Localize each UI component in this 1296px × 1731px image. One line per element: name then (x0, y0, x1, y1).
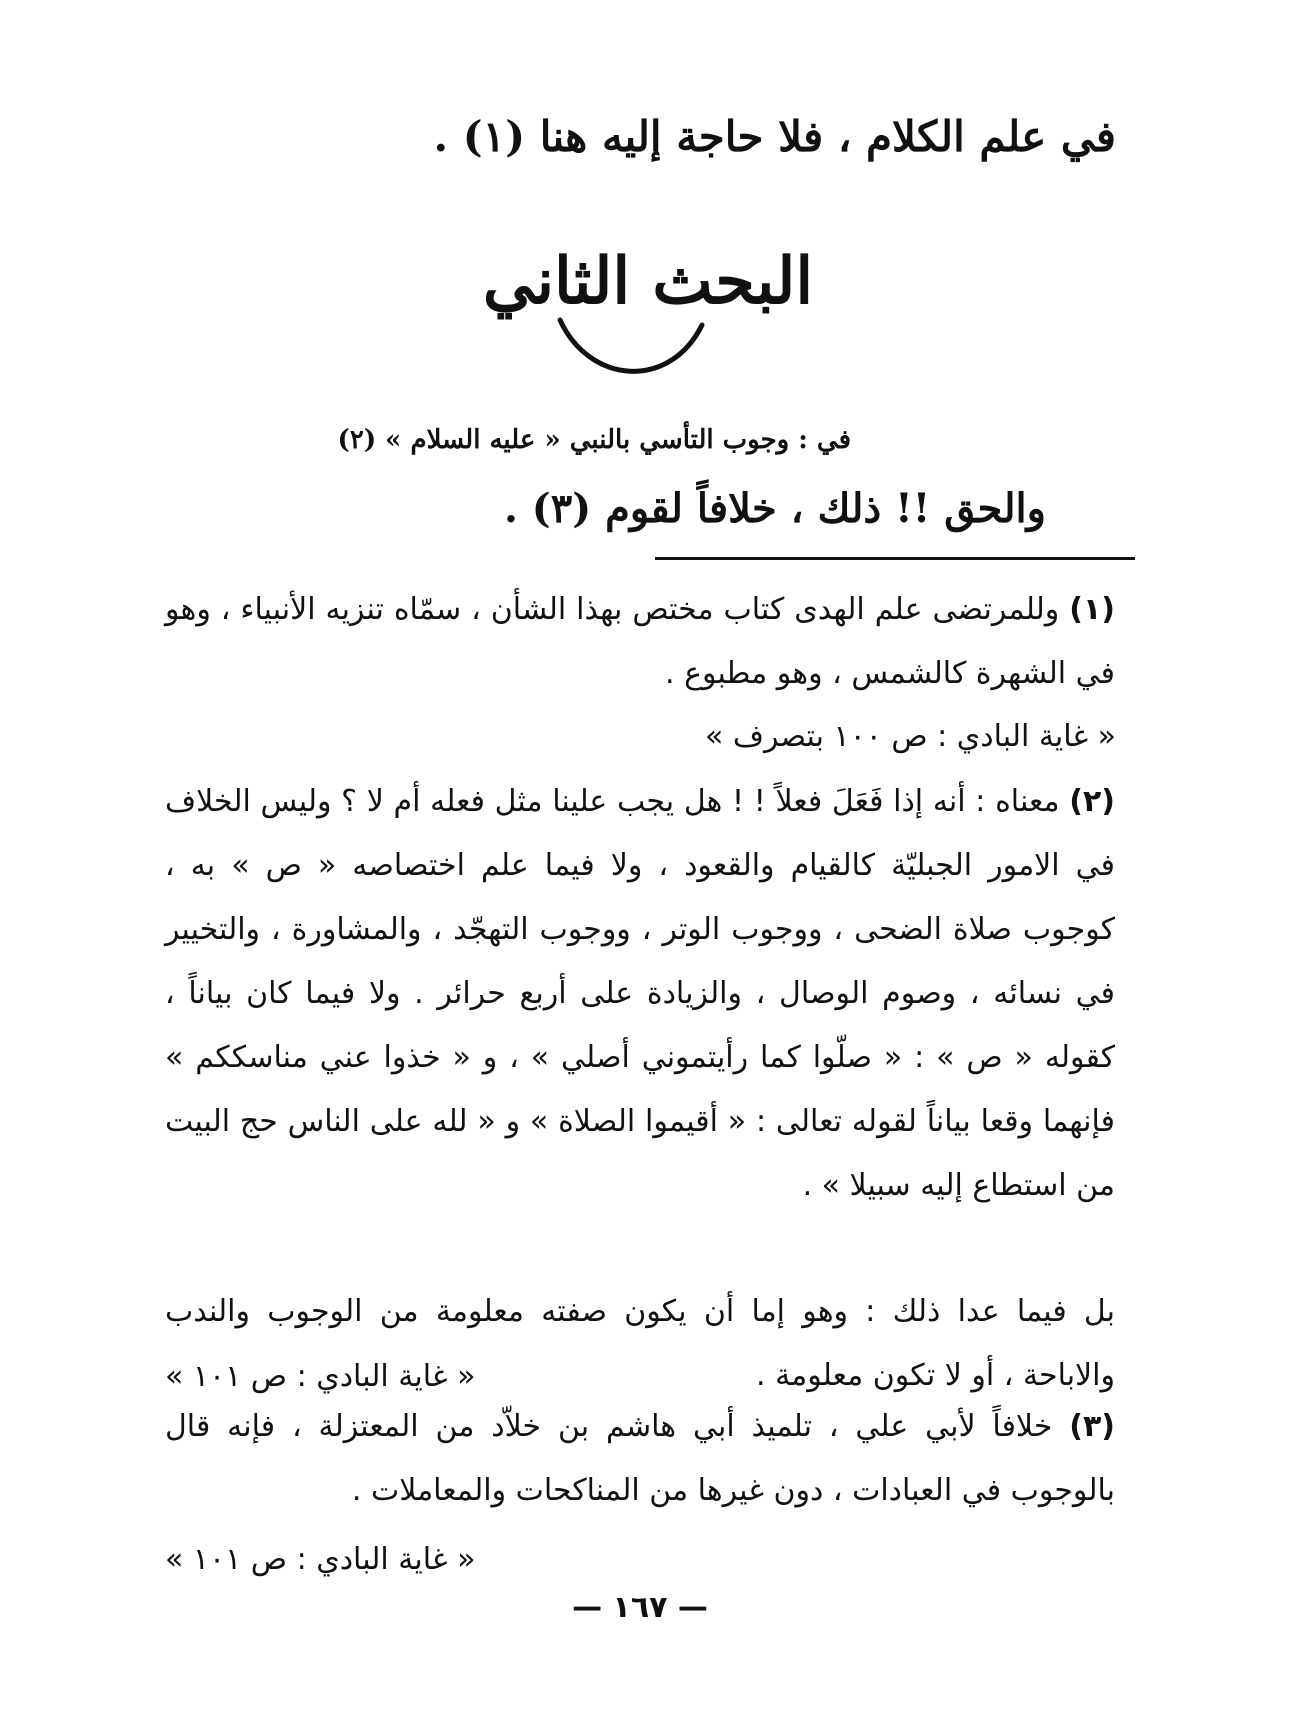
footnote-2-continuation: بل فيما عدا ذلك : وهو إما أن يكون صفته معلومة من الوجوب والندب والاباحة ، أو لا تكون معلومة . (165, 1294, 1115, 1393)
footnote-3 (165, 1395, 1115, 1523)
page-number: — ١٦٧ — (572, 1590, 708, 1625)
footnote-1-number: (١) (1069, 592, 1116, 627)
footnote-2 (165, 770, 1115, 1218)
footnote-3-source: « غاية البادي : ص ١٠١ » (165, 1542, 476, 1577)
subtitle: في : وجوب التأسي بالنبي « عليه السلام » (٢) (337, 425, 851, 455)
section-title-text: البحث الثاني (482, 244, 814, 319)
section-title (440, 215, 856, 390)
footnote-3-text: خلافاً لأبي علي ، تلميذ أبي هاشم بن خلاّد من المعتزلة ، فإنه قال بالوجوب في العبادات ، دون غيرها من المناكحات والمعاملات . (165, 1409, 1115, 1508)
footnote-2-source: « غاية البادي : ص ١٠١ » (165, 1359, 476, 1394)
footnote-2-number: (٢) (1069, 784, 1115, 819)
main-statement: والحق !! ذلك ، خلافاً لقوم (٣) . (503, 485, 1046, 532)
intro-line: في علم الكلام ، فلا حاجة إليه هنا (١) . (433, 112, 1116, 161)
calligraphy-swash (560, 320, 702, 371)
footnote-1 (165, 578, 1115, 706)
footnote-1-text: وللمرتضى علم الهدى كتاب مختص بهذا الشأن ، سمّاه تنزيه الأنبياء ، وهو في الشهرة كالشمس ، وهو مطبوع . (165, 592, 1115, 691)
footnote-1-source: « غاية البادي : ص ١٠٠ بتصرف » (704, 719, 1116, 754)
footnote-2-text: معناه : أنه إذا فَعَلَ فعلاً ! ! هل يجب علينا مثل فعله أم لا ؟ وليس الخلاف في الامور الجبليّة كالقيام والقعود ، ولا فيما علم اختصاصه « ص » به ، كوجوب صلاة الضحى ، ووجوب الوتر ، ووجوب التهجّد ، والمشاورة ، والتخيير في نسائه ، وصوم الوصال ، والزيادة على أربع حرائر . ولا فيما كان بياناً ، كقوله « ص » : « صلّوا كما رأيتموني أصلي » ، و « خذوا عني مناسككم » فإنهما وقعا بياناً لقوله تعالى : « أقيموا الصلاة » و « لله على الناس حج البيت من استطاع إليه سبيلا » . (165, 784, 1115, 1203)
footnote-divider (655, 557, 1135, 560)
footnote-3-number: (٣) (1069, 1409, 1116, 1444)
section-title-calligraphy (440, 215, 856, 390)
